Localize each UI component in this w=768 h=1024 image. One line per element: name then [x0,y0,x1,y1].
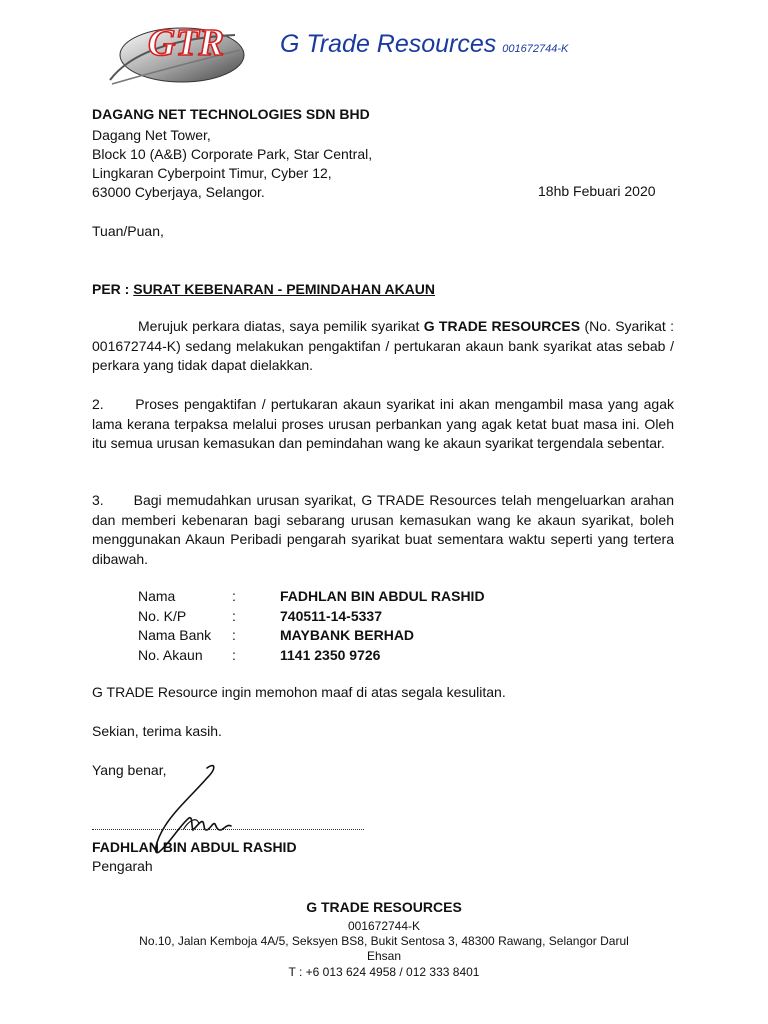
paragraph-2: 2. Proses pengaktifan / pertukaran akaun syarikat ini akan mengambil masa yang agak lama kerana terpaksa melalui proses urusan perbankan yang agak ketat buat masa ini. Oleh itu semua urusan kemasukan dan pemindahan wang ke akaun syarikat tergendala sebentar. [92,396,674,451]
paragraph-1 [92,317,674,376]
subject-line [92,280,435,299]
footer-reg: 001672744-K [347,919,421,933]
detail-value: 1141 2350 9726 [280,646,381,663]
detail-label: Nama [138,588,176,604]
recipient-address-line: Block 10 (A&B) Corporate Park, Star Central, [92,146,373,162]
recipient-address-line: 63000 Cyberjaya, Selangor. [92,184,265,200]
detail-value: MAYBANK BERHAD [280,627,415,643]
detail-row-ic [138,607,485,627]
signatory-name: FADHLAN BIN ABDUL RASHID [92,839,297,855]
detail-value: 740511-14-5337 [280,607,382,624]
company-reg-number: 001672744-K [502,43,569,55]
detail-separator: : [232,588,236,604]
logo-text: GTR [148,22,224,64]
company-name: G Trade Resources [280,30,497,58]
signatory-title: Pengarah [92,858,153,874]
sign-off-text: Yang benar, [92,762,167,778]
salutation: Tuan/Puan, [92,223,164,239]
recipient-name: DAGANG NET TECHNOLOGIES SDN BHD [92,106,370,122]
detail-label: Nama Bank [138,627,212,643]
detail-label: No. K/P [138,607,187,624]
paragraph-3: 3. Bagi memudahkan urusan syarikat, G TRADE Resources telah mengeluarkan arahan dan memberi kebenaran bagi sebarang urusan kemasukan wang ke akaun syarikat, boleh menggunakan Akaun Peribadi pengarah syarikat buat sementara waktu seperti yang tertera dibawah. [92,492,674,567]
detail-row-name [138,587,485,607]
company-logo [100,10,250,92]
signature-line [92,823,364,830]
recipient-address-line: Lingkaran Cyberpoint Timur, Cyber 12, [92,165,332,181]
footer-address-line: No.10, Jalan Kemboja 4A/5, Seksyen BS8, Bukit Sentosa 3, 48300 Rawang, Selangor Darul [139,934,629,948]
paragraph-1-intro: Merujuk perkara diatas, saya pemilik syarikat [138,318,424,334]
footer-company: G TRADE RESOURCES [306,899,462,915]
footer-address-line: Ehsan [366,949,402,963]
recipient-address-line: Dagang Net Tower, [92,127,211,143]
footer-phone: T : +6 013 624 4958 / 012 333 8401 [288,965,480,979]
detail-separator: : [232,646,236,663]
letter-date: 18hb Febuari 2020 [538,183,656,199]
paragraph-1-rest: (No. Syarikat : 001672744-K) sedang melakukan pengaktifan / pertukaran akaun bank syarikat atas sebab / perkara yang tidak dapat dielakkan. [92,318,674,373]
detail-label: No. Akaun [138,646,203,663]
account-details [138,587,485,665]
apology-text: G TRADE Resource ingin memohon maaf di atas segala kesulitan. [92,684,506,700]
detail-row-bank [138,626,485,646]
subject-prefix: PER : [92,281,134,297]
detail-value: FADHLAN BIN ABDUL RASHID [280,588,485,604]
detail-separator: : [232,607,236,624]
paragraph-1-company: G TRADE RESOURCES [423,318,581,334]
detail-separator: : [232,627,236,643]
company-title [280,30,568,59]
subject-title: SURAT KEBENARAN - PEMINDAHAN AKAUN [133,281,436,297]
closing-text: Sekian, terima kasih. [92,723,222,739]
detail-row-account [138,646,485,666]
